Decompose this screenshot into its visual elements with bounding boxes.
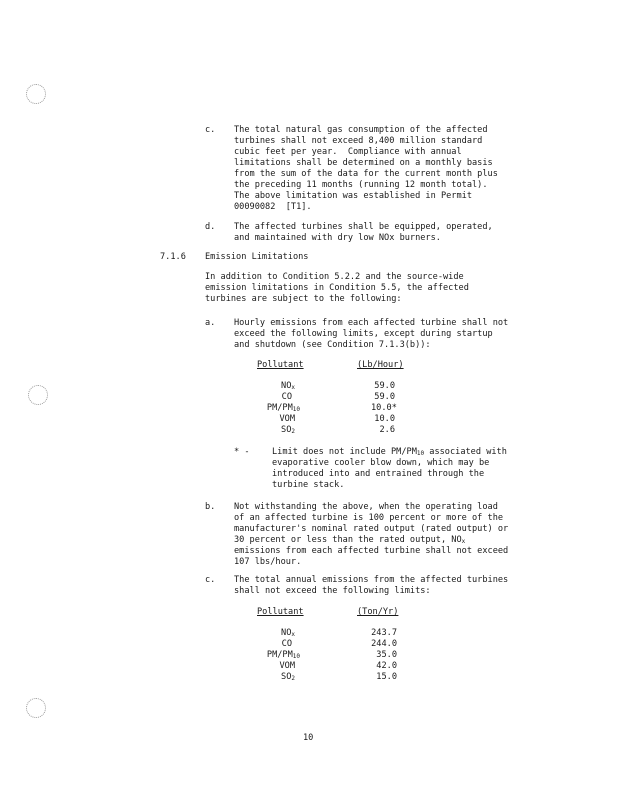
pollutant-cell: $NO_x$ (281, 381, 295, 391)
text-line: evaporative cooler blow down, which may be (272, 458, 490, 468)
item-d-marker: d. (205, 222, 216, 232)
text-line: turbines shall not exceed 8,400 million standard (234, 136, 483, 146)
text-line: Not withstanding the above, when the operating load (234, 502, 498, 512)
text-line: the preceding 11 months (running 12 month total). (234, 180, 488, 190)
text-line: and shutdown (see Condition 7.1.3(b)): (234, 340, 431, 350)
value-cell: 59.0 (374, 381, 395, 391)
pollutant-cell: VOM (279, 661, 295, 671)
pollutant-cell: VOM (279, 414, 295, 424)
text-line: limitations shall be determined on a monthly basis (234, 158, 493, 168)
text-line: emission limitations in Condition 5.5, the affected (205, 283, 469, 293)
text-line: of an affected turbine is 100 percent or more of the (234, 513, 504, 523)
section-title: Emission Limitations (205, 252, 309, 262)
text-line: In addition to Condition 5.2.2 and the source-wide (205, 272, 464, 282)
pollutant-cell: CO (281, 392, 292, 402)
item-c-marker: c. (205, 125, 216, 135)
value-cell: 244.0 (371, 639, 397, 649)
table-header-pollutant: Pollutant (257, 360, 304, 370)
value-cell: 10.0 (374, 414, 395, 424)
text-line: emissions from each affected turbine shall not exceed (234, 546, 509, 556)
punch-hole-mark-middle (28, 385, 48, 405)
page-number: 10 (303, 733, 314, 743)
pollutant-cell: $NO_x$ (281, 628, 295, 638)
text-line: cubic feet per year. Compliance with annual (234, 147, 462, 157)
value-cell: 10.0* (371, 403, 397, 413)
footnote-marker: * - (234, 447, 250, 457)
text-line: manufacturer's nominal rated output (rated output) or (234, 524, 509, 534)
text-line: The total annual emissions from the affected turbines (234, 575, 509, 585)
punch-hole-mark-bottom (26, 698, 46, 718)
item-b-marker: b. (205, 502, 216, 512)
table-header-pollutant: Pollutant (257, 607, 304, 617)
text-line: shall not exceed the following limits: (234, 586, 431, 596)
text-line: The total natural gas consumption of the affected (234, 125, 488, 135)
text-line: introduced into and entrained through the (272, 469, 485, 479)
text-line: 107 lbs/hour. (234, 557, 302, 567)
section-number: 7.1.6 (160, 252, 186, 262)
value-cell: 2.6 (379, 425, 395, 435)
value-cell: 35.0 (376, 650, 397, 660)
text-line: and maintained with dry low NOx burners. (234, 233, 441, 243)
value-cell: 243.7 (371, 628, 397, 638)
text-line: turbines are subject to the following: (205, 294, 402, 304)
value-cell: 42.0 (376, 661, 397, 671)
punch-hole-mark-top (26, 84, 46, 104)
text-line: 30 percent or less than the rated output, $NO_x$ (234, 535, 466, 545)
text-line: exceed the following limits, except during startup (234, 329, 493, 339)
text-line: from the sum of the data for the current month plus (234, 169, 498, 179)
text-line: turbine stack. (272, 480, 345, 490)
value-cell: 15.0 (376, 672, 397, 682)
item-a-marker: a. (205, 318, 216, 328)
table-header-unit: (Lb/Hour) (357, 360, 404, 370)
text-line: Limit does not include $PM/PM_{10}$ associated with (272, 447, 507, 457)
pollutant-cell: $SO_2$ (281, 672, 295, 682)
pollutant-cell: CO (281, 639, 292, 649)
value-cell: 59.0 (374, 392, 395, 402)
table-header-unit: (Ton/Yr) (357, 607, 399, 617)
text-line: The affected turbines shall be equipped, operated, (234, 222, 493, 232)
item-c2-marker: c. (205, 575, 216, 585)
text-line: The above limitation was established in Permit (234, 191, 472, 201)
text-line: 00090082 [T1]. (234, 202, 312, 212)
pollutant-cell: $SO_2$ (281, 425, 295, 435)
pollutant-cell: $PM/PM_{10}$ (266, 650, 300, 660)
text-line: Hourly emissions from each affected turbine shall not (234, 318, 509, 328)
pollutant-cell: $PM/PM_{10}$ (266, 403, 300, 413)
